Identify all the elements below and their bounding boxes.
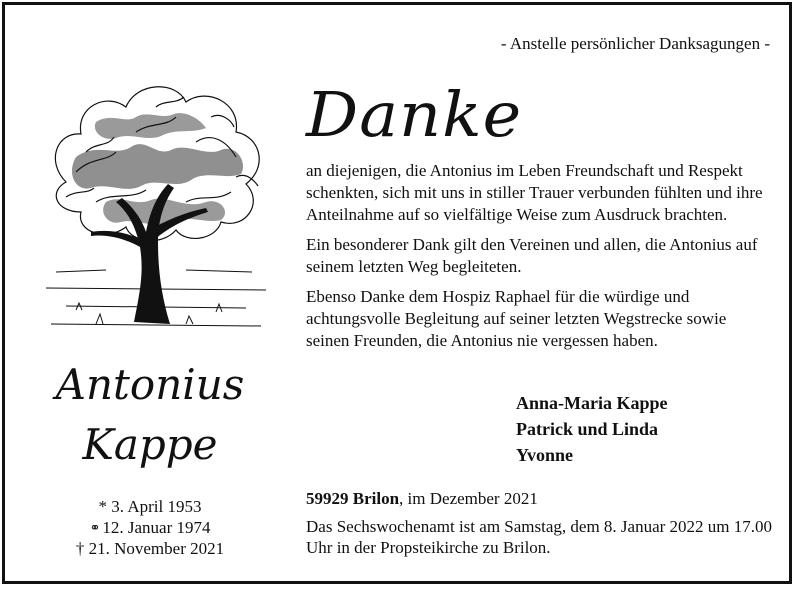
date-text: , im Dezember 2021 — [399, 489, 538, 508]
birth-date: * 3. April 1953 — [98, 497, 202, 516]
place: 59929 Brilon — [306, 489, 400, 508]
paragraph-2: Ein besonderer Dank gilt den Vereinen und allen, die Antonius auf seinem letzten Weg begleiteten. — [306, 235, 758, 276]
tree-illustration — [36, 62, 272, 342]
header-note: - Anstelle persönlicher Danksagungen - — [500, 34, 770, 53]
death-date: † 21. November 2021 — [75, 539, 225, 558]
marriage-date-row — [30, 517, 270, 538]
service-note: Das Sechswochenamt ist am Samstag, dem 8. Januar 2022 um 17.00 Uhr in der Propsteikirche zu Brilon. — [306, 517, 773, 557]
place-date-line — [306, 488, 776, 509]
signer-3: Yvonne — [516, 445, 574, 465]
marriage-date: 12. Januar 1974 — [102, 518, 211, 537]
thank-you-text — [306, 160, 766, 360]
signer-2: Patrick und Linda — [516, 419, 659, 439]
heading-danke: Danke — [306, 78, 523, 151]
signer-1: Anna-Maria Kappe — [516, 393, 668, 413]
paragraph-1: an diejenigen, die Antonius im Leben Freundschaft und Respekt schenkten, sich mit uns in stiller Trauer verbunden fühlten und ihre Anteilnahme auf so vielfältige Weise zum Ausdruck brachten. — [306, 161, 763, 224]
paragraph-3: Ebenso Danke dem Hospiz Raphael für die würdige und achtungsvolle Begleitung auf seiner letzten Wegstrecke sowie seinen Freunden, die Antonius nie vergessen haben. — [306, 287, 727, 350]
wedding-rings-icon: ⚭ — [89, 520, 101, 535]
deceased-last-name: Kappe — [82, 420, 218, 469]
footer — [306, 488, 776, 558]
life-dates — [30, 496, 270, 559]
signers — [516, 390, 668, 468]
deceased-first-name: Antonius — [55, 360, 245, 409]
